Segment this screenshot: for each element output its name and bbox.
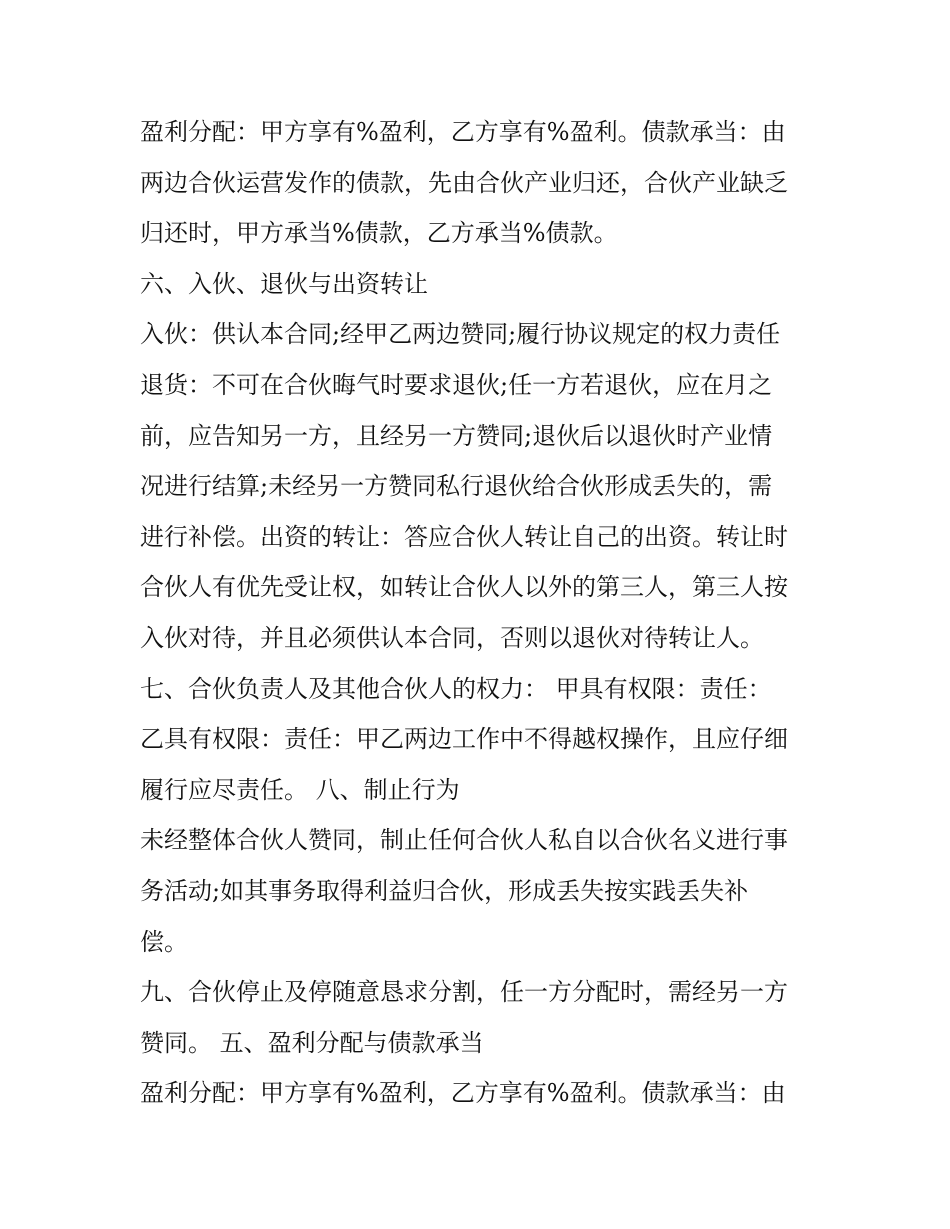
text-line-3: 归还时，甲方承当%债款，乙方承当%债款。 (140, 219, 618, 248)
text-line-1: 盈利分配：甲方享有%盈利，乙方享有%盈利。债款承当：由 (140, 118, 786, 146)
text-line-11: 入伙对待，并且必须供认本合同，否则以退伙对待转让人。 (140, 623, 764, 652)
text-line-5: 入伙：供认本合同;经甲乙两边赞同;履行协议规定的权力责任 (140, 320, 781, 349)
text-line-17: 偿。 (140, 927, 188, 956)
text-line-19: 赞同。 五、盈利分配与债款承当 (140, 1028, 484, 1057)
section-heading-7: 七、合伙负责人及其他合伙人的权力： 甲具有权限：责任： (140, 674, 772, 703)
text-line-15: 未经整体合伙人赞同，制止任何合伙人私自以合伙名义进行事 (140, 826, 788, 855)
text-line-9: 进行补偿。出资的转让：答应合伙人转让自己的出资。转让时 (140, 522, 788, 551)
text-line-7: 前，应告知另一方，且经另一方赞同;退伙后以退伙时产业情 (140, 421, 773, 450)
text-line-2: 两边合伙运营发作的债款，先由合伙产业归还，合伙产业缺乏 (140, 168, 788, 197)
text-line-10: 合伙人有优先受让权，如转让合伙人以外的第三人，第三人按 (140, 573, 788, 602)
text-line-16: 务活动;如其事务取得利益归合伙，形成丢失按实践丢失补 (140, 876, 749, 905)
text-line-8: 况进行结算;未经另一方赞同私行退伙给合伙形成丢失的，需 (140, 472, 773, 501)
section-heading-6: 六、入伙、退伙与出资转让 (140, 269, 428, 298)
text-line-20: 盈利分配：甲方享有%盈利，乙方享有%盈利。债款承当：由 (140, 1079, 786, 1108)
text-line-14: 履行应尽责任。 八、制止行为 (140, 775, 460, 804)
document-body (140, 107, 830, 1119)
section-heading-9: 九、合伙停止及停随意恳求分割，任一方分配时，需经另一方 (140, 978, 788, 1007)
text-line-13: 乙具有权限：责任：甲乙两边工作中不得越权操作，且应仔细 (140, 725, 788, 754)
text-line-6: 退货：不可在合伙晦气时要求退伙;任一方若退伙，应在月之 (140, 370, 773, 399)
